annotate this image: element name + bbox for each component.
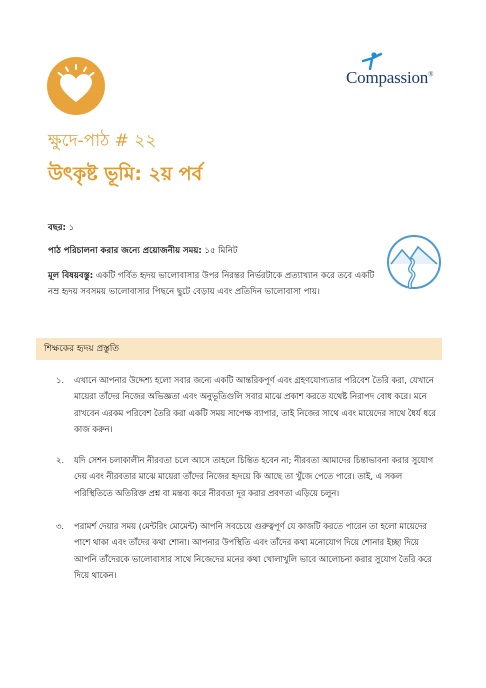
list-item — [56, 452, 438, 502]
compassion-logo — [346, 52, 446, 92]
lesson-number: ক্ষুদে-পাঠ # ২২ — [48, 131, 157, 151]
item-number: ৩. — [56, 521, 65, 531]
list-item — [56, 518, 438, 582]
key-text: একটি গর্বিত হৃদয় ভালোবাসার উপর নিরন্তর নির্ভরটাকে প্রত্যাখ্যান করে তবে একটি নম্র হৃদয় সবসময় ভালোবাসার পিছনে ছুটে বেড়ায় এবং প্রতিদিন ভালোবাসা পায়। — [48, 271, 375, 297]
list-item — [56, 372, 438, 436]
time-value: ১৫ মিনিট — [204, 246, 238, 256]
meta-age — [48, 221, 74, 235]
brand-mark: ® — [428, 70, 434, 79]
lesson-title: উৎকৃষ্ট ভূমি: ২য় পর্ব — [48, 163, 203, 185]
section-header: শিক্ষকের হৃদয় প্রস্তুতি — [36, 338, 442, 360]
brand-name: Compassion — [346, 68, 429, 87]
item-text: এখানে আপনার উদ্দেশ্য হলো সবার জন্যে একটি আন্তরিকপূর্ণ এবং গ্রহণযোগ্যতার পরিবেশ তৈরি করা, যেখানে মায়েরা তাঁদের নিজের অভিজ্ঞতা এবং অনুভূতিগুলি সবার মাঝে প্রকাশ করতে যথেষ্ট নিরাপদ বোধ করে। মনে রাখবেন এরকম পরিবেশ তৈরি করা একটি সময় সাপেক্ষ ব্যাপার, তাই নিজের সাথে এবং মায়েদের সাথে ধৈর্য ধরে কাজ করুন। — [74, 375, 436, 434]
age-value: ১ — [68, 223, 75, 233]
key-label: মূল বিষয়বস্তু: — [48, 271, 94, 281]
item-text: পরামর্শ দেয়ার সময় (মেন্টরিং মোমেন্ট) আপনি সবচেয়ে গুরুত্বপূর্ণ যে কাজটি করতে পারেন তা হলো মায়েদের পাশে থাকা এবং তাঁদের কথা শোনা। আপনার উপস্থিতি এবং তাঁদের কথা মনোযোগ দিয়ে শোনার ইচ্ছা দিয়ে আপনি তাঁদেরকে ভালোবাসার সাথে নিজেদের মনের কথা খোলাখুলি ভাবে আলোচনা করার সুযোগ তৈরি করে দিয়ে থাকেন। — [74, 521, 432, 580]
item-number: ২. — [56, 455, 65, 465]
heart-sun-icon — [46, 56, 106, 116]
river-mountain-icon — [386, 234, 442, 290]
item-text: যদি সেশন চলাকালীন নীরবতা চলে আসে তাহলে চিন্তিত হবেন না; নীরবতা আমাদের চিন্তাভাবনা করার সুযোগ দেয় এবং নীরবতার মাঝে মায়েরা তাঁদের নিজের হৃদয়ে কি আছে তা খুঁজে পেতে পারে। তাই, এ সকল পরিস্থিতিতে অতিরিক্ত প্রশ্ন বা মন্তব্য করে নীরবতা দূর করার প্রবণতা এড়িয়ে চলুন। — [74, 455, 434, 498]
age-label: বছর: — [48, 223, 66, 233]
time-label: পাঠ পরিচালনা করার জন্যে প্রয়োজনীয় সময়: — [48, 246, 202, 256]
key-message — [48, 268, 388, 300]
item-number: ১. — [56, 375, 65, 385]
meta-time — [48, 244, 238, 258]
